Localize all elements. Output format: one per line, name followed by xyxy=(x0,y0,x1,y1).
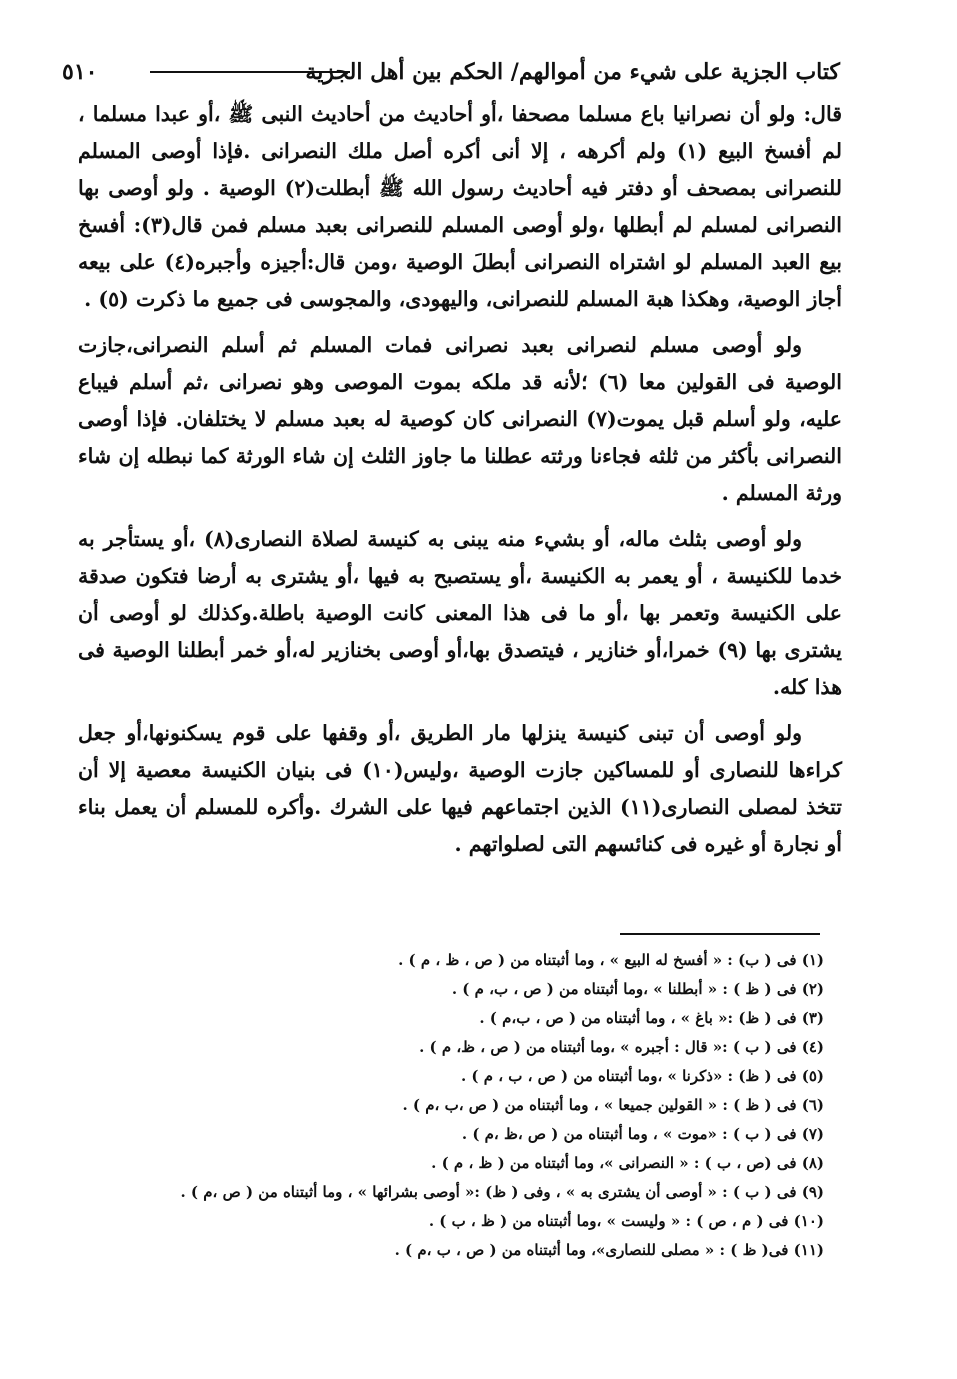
footnote-9: (٩) فى ( ب ) : « أوصى أن يشترى به » ، وفى ( ظ) :« أوصى بشرائها » ، وما أثبتناه من ( ص ،م ) . xyxy=(180,1183,824,1201)
footnote-10: (١٠) فى ( م ، ص ) : « وليست » ،وما أثبتناه من ( ظ ، ب ) . xyxy=(428,1212,824,1230)
footnotes xyxy=(120,946,824,1265)
footnote-7: (٧) فى ( ب ) : «موت » ، وما أثبتناه من ( ص ،ظ ،م ) . xyxy=(461,1125,824,1143)
footnote-5: (٥) فى ( ظ) : «ذكرنا » ،وما أثبتناه من ( ص ، ب ، م ) . xyxy=(460,1067,824,1085)
paragraph-3: ولو أوصى بثلث ماله، أو بشيء منه يبنى به كنيسة لصلاة النصارى(٨) ،أو يستأجر به خدما للكنيسة ، أو يعمر به الكنيسة ،أو يستصبح به فيها ،أو يشترى به أرضا فتكون صدقة على الكنيسة وتعمر بها ،أو ما فى هذا المعنى كانت الوصية باطلة.وكذلك لو أوصى أن يشترى بها (٩) خمرا،أو خنازير ، فيتصدق بها،أو أوصى بخنازير له،أو خمر أبطلنا الوصية فى هذا كله. xyxy=(78,527,842,699)
paragraph-4: ولو أوصى أن تبنى كنيسة ينزلها مار الطريق ،أو وقفها على قوم يسكنونها،أو جعل كراءها للنصارى أو للمساكين جازت الوصية ،وليس(١٠) فى بنيان الكنيسة معصية إلا أن تتخذ لمصلى النصارى(١١) الذين اجتماعهم فيها على الشرك .وأكره للمسلم أن يعمل بناء أو نجارة أو غيره فى كنائسهم التى لصلواتهم . xyxy=(78,721,842,856)
footnote-2: (٢) فى ( ظ ) : « أبطلنا » ،وما أثبتناه من ( ص ، ب، م ) . xyxy=(451,980,824,998)
header-rule xyxy=(150,71,350,73)
footnote-1: (١) فى ( ب) : « أفسخ له البيع » ، وما أثبتناه من ( ص ، ظ ، م ) . xyxy=(398,951,824,969)
main-text xyxy=(78,96,842,872)
paragraph-2: ولو أوصى مسلم لنصرانى بعبد نصرانى فمات المسلم ثم أسلم النصرانى،جازت الوصية فى القولين معا (٦) ؛لأنه قد ملكه بموت الموصى وهو نصرانى ،ثم أسلم فيباع عليه، ولو أسلم قبل يموت(٧) النصرانى كان كوصية له بعبد مسلم لا يختلفان. فإذا أوصى النصرانى بأكثر من ثلثه فجاءنا ورثته عطلنا ما جاوز الثلث إن شاء الورثة كما نبطله إن شاء ورثة المسلم . xyxy=(78,333,842,505)
footnote-8: (٨) فى (ص ، ب ) : « النصرانى »، وما أثبتناه من ( ظ ، م ) . xyxy=(431,1154,824,1172)
footnote-4: (٤) فى ( ب ) :« قال : أجبره » ،وما أثبتناه من ( ص ، ظ، م ) . xyxy=(419,1038,824,1056)
footnote-rule xyxy=(620,933,820,935)
footnote-3: (٣) فى ( ظ) :« باغ » ، وما أثبتناه من ( ص ، ب،م ) . xyxy=(479,1009,824,1027)
running-header xyxy=(62,52,840,92)
page-number: ٥١٠ xyxy=(62,59,98,85)
paragraph-1: قال: ولو أن نصرانيا باع مسلما مصحفا ،أو أحاديث من أحاديث النبى ﷺ ،أو عبدا مسلما ، لم أفسخ البيع (١) ولم أكرهه ، إلا أنى أكره أصل ملك النصرانى .فإذا أوصى المسلم للنصرانى بمصحف أو دفتر فيه أحاديث رسول الله ﷺ أبطلت(٢) الوصية . ولو أوصى بها النصرانى لمسلم لم أبطلها ،ولو أوصى المسلم للنصرانى بعبد مسلم فمن قال(٣): أفسخ بيع العبد المسلم لو اشتراه النصرانى أبطلَ الوصية ،ومن قال:أجيزه وأجبره(٤) على بيعه أجاز الوصية، وهكذا هبة المسلم للنصرانى، واليهودى، والمجوسى فى جميع ما ذكرت (٥) . xyxy=(78,102,842,311)
footnote-11: (١١) فى( ظ ) : « مصلى للنصارى»، وما أثبتناه من ( ص ، ب ،م ) . xyxy=(394,1241,824,1259)
running-title: كتاب الجزية على شيء من أموالهم/ الحكم بين أهل الجزية xyxy=(305,59,840,85)
footnote-6: (٦) فى ( ظ ) : « القولين جميعا » ، وما أثبتناه من ( ص ،ب ،م ) . xyxy=(402,1096,824,1114)
